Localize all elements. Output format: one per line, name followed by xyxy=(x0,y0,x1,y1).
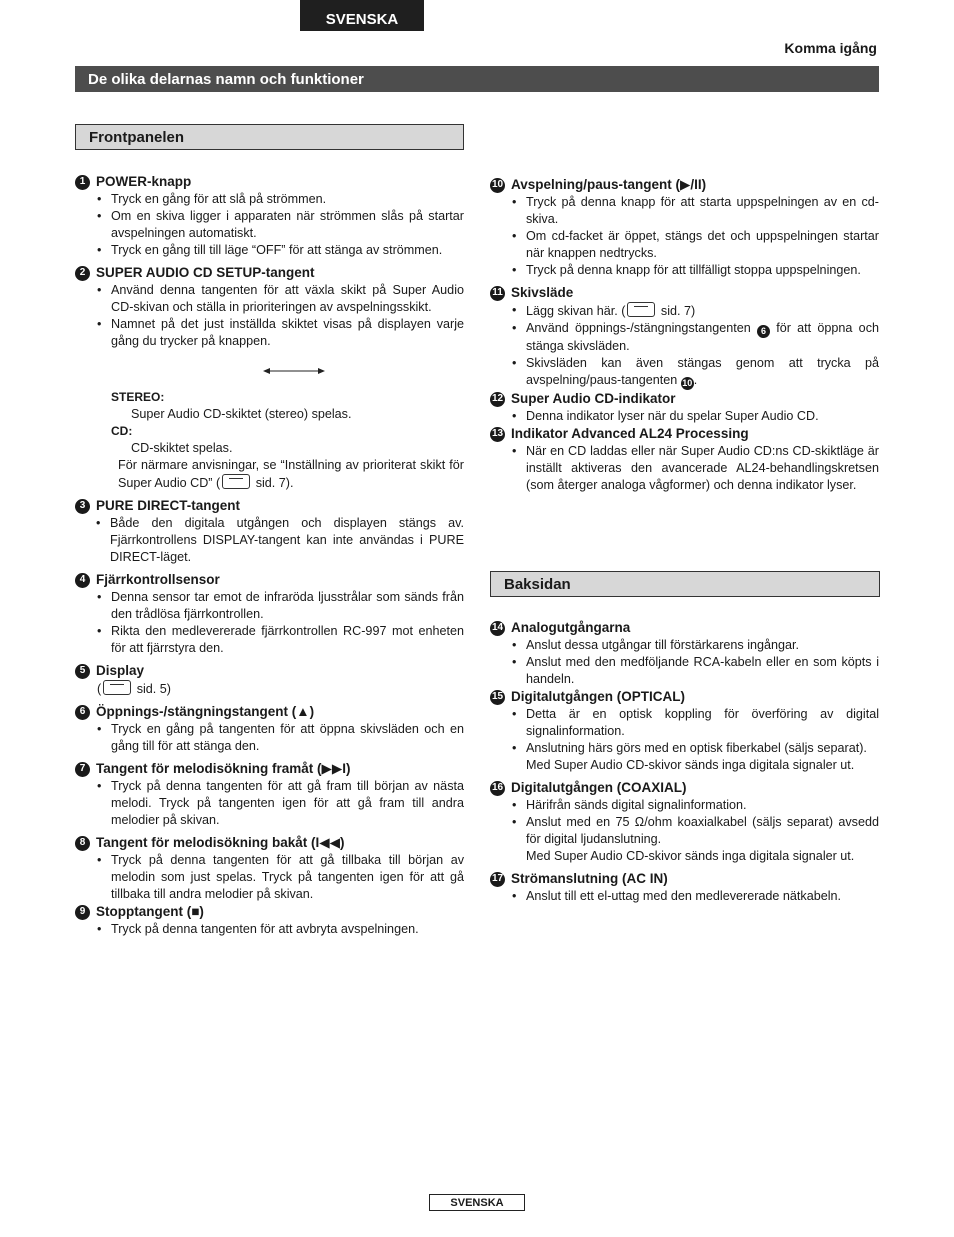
bullet: • Anslut till ett el-uttag med den medlevererade nätkabeln. xyxy=(512,888,879,905)
number-badge: 1 xyxy=(75,175,90,190)
pointing-hand-icon xyxy=(222,474,250,489)
bullet: • Tryck på denna knapp för att starta uppspelningen av en cd-skiva. xyxy=(512,194,879,228)
extra-note: Med Super Audio CD-skivor sänds inga digitala signaler ut. xyxy=(526,849,855,863)
number-badge: 17 xyxy=(490,872,505,887)
bullet: • Härifrån sänds digital signalinformation. xyxy=(512,797,879,814)
bullet: • Anslut dessa utgångar till förstärkarens ingångar. xyxy=(512,637,879,654)
item-optical-out xyxy=(490,688,879,774)
mode-name: STEREO: xyxy=(111,390,165,404)
pointing-hand-icon xyxy=(103,680,131,695)
item-display xyxy=(75,662,464,698)
bullet: • Tryck en gång till till läge “OFF” för att stänga av strömmen. xyxy=(97,242,464,259)
item-title: Strömanslutning (AC IN) xyxy=(511,871,668,886)
bullet: • Denna indikator lyser när du spelar Super Audio CD. xyxy=(512,408,879,425)
number-badge: 6 xyxy=(757,325,770,338)
item-pure-direct xyxy=(75,497,464,566)
rear-column xyxy=(490,619,879,905)
number-badge: 7 xyxy=(75,762,90,777)
item-title: Tangent för melodisökning bakåt (I◀◀) xyxy=(96,835,345,850)
bullet: • Om cd-facket är öppet, stängs det och uppspelningen startar när knappen nedtrycks. xyxy=(512,228,879,262)
number-badge: 4 xyxy=(75,573,90,588)
left-column xyxy=(75,173,464,938)
number-badge: 15 xyxy=(490,690,505,705)
note: För närmare anvisningar, se “Inställning av prioriterat skikt för Super Audio CD” ( sid. 7). xyxy=(118,458,464,490)
bullet: • Lägg skivan här. ( sid. 7) xyxy=(512,302,879,320)
bullet: • Tryck på denna tangenten för att gå fram till början av nästa melodi. Tryck på tangenten igen för att gå fram till andra melodier på skivan. xyxy=(97,778,464,829)
item-title: POWER-knapp xyxy=(96,174,192,189)
number-badge: 10 xyxy=(490,178,505,193)
item-title: Indikator Advanced AL24 Processing xyxy=(511,426,749,441)
number-badge: 5 xyxy=(75,664,90,679)
item-al24-indicator xyxy=(490,425,879,494)
item-skip-forward xyxy=(75,760,464,829)
number-badge: 11 xyxy=(490,286,505,301)
main-title-bar: De olika delarnas namn och funktioner xyxy=(75,66,879,92)
number-badge: 16 xyxy=(490,781,505,796)
item-title: PURE DIRECT-tangent xyxy=(96,498,241,513)
item-title: Stopptangent (■) xyxy=(96,904,204,919)
item-title: Tangent för melodisökning framåt (▶▶I) xyxy=(96,761,351,776)
bullet: • Denna sensor tar emot de infraröda ljusstrålar som sänds från den trådlösa fjärrkontrollen. xyxy=(97,589,464,623)
item-title: Öppnings-/stängningstangent (▲) xyxy=(96,704,315,719)
bullet: • Tryck på denna tangenten för att avbryta avspelningen. xyxy=(97,921,464,938)
item-power xyxy=(75,173,464,259)
item-title: SUPER AUDIO CD SETUP-tangent xyxy=(96,265,315,280)
rear-heading: Baksidan xyxy=(490,571,880,597)
double-arrow-icon xyxy=(263,364,464,378)
language-tab: SVENSKA xyxy=(300,0,424,31)
bullet: • Anslut med den medföljande RCA-kabeln eller en som köpts i handeln. xyxy=(512,654,879,688)
page-ref: ( sid. 5) xyxy=(97,682,171,696)
right-column xyxy=(490,176,879,494)
bullet: • Använd öppnings-/stängningstangenten 6 för att öppna och stänga skivsläden. xyxy=(512,320,879,355)
number-badge: 2 xyxy=(75,266,90,281)
bullet: • Namnet på det just inställda skiktet visas på displayen varje gång du trycker på knappen. xyxy=(97,316,464,350)
number-badge: 14 xyxy=(490,621,505,636)
number-badge: 3 xyxy=(75,499,90,514)
item-title: Display xyxy=(96,663,145,678)
item-coaxial-out xyxy=(490,779,879,865)
extra-note: Med Super Audio CD-skivor sänds inga digitala signaler ut. xyxy=(526,758,855,772)
mode-name: CD: xyxy=(111,424,133,438)
frontpanel-heading: Frontpanelen xyxy=(75,124,464,150)
mode-desc: Super Audio CD-skiktet (stereo) spelas. xyxy=(131,407,352,421)
bullet: • Anslutning härs görs med en optisk fiberkabel (säljs separat). xyxy=(512,740,879,757)
bullet: • Tryck på denna tangenten för att gå tillbaka till början av melodin som just spelas. Tryck på tangenten igen för att gå tillbaka till andra melodier på skivan. xyxy=(97,852,464,903)
bullet: • Detta är en optisk koppling för överföring av digital signalinformation. xyxy=(512,706,879,740)
item-analog-out xyxy=(490,619,879,688)
item-remote-sensor xyxy=(75,571,464,657)
bullet: • Skivsläden kan även stängas genom att trycka på avspelning/paus-tangenten 10 . xyxy=(512,355,879,390)
bullet: • Använd denna tangenten för att växla skikt på Super Audio CD-skivan och ställa in prioriteringen av avspelningsskikt. xyxy=(97,282,464,316)
bullet: • Både den digitala utgången och displayen stängs av. Fjärrkontrollens DISPLAY-tangent kan inte användas i PURE DIRECT-läget. xyxy=(96,515,464,566)
number-badge: 13 xyxy=(490,427,505,442)
bullet: • Rikta den medlevererade fjärrkontrollen RC-997 mot enheten för att fjärrstyra den. xyxy=(97,623,464,657)
item-play-pause xyxy=(490,176,879,279)
bullet: • Tryck på denna knapp för att tillfälligt stoppa uppspelningen. xyxy=(512,262,879,279)
item-title: Super Audio CD-indikator xyxy=(511,391,676,406)
item-title: Fjärrkontrollsensor xyxy=(96,572,220,587)
item-title: Skivsläde xyxy=(511,285,574,300)
section-label: Komma igång xyxy=(784,40,877,56)
number-badge: 10 xyxy=(682,378,693,388)
item-title: Avspelning/paus-tangent (▶/II) xyxy=(511,177,707,192)
item-title: Analogutgångarna xyxy=(511,620,631,635)
item-stop xyxy=(75,903,464,938)
item-skip-back xyxy=(75,834,464,903)
item-sacd-indicator xyxy=(490,390,879,425)
bullet: • När en CD laddas eller när Super Audio CD:ns CD-skiktläge är inställt aktiveras den avancerade AL24-behandlingskretsen (som återger analoga vågformer) och denna indikator lyser. xyxy=(512,443,879,494)
bullet: • Tryck en gång för att slå på strömmen. xyxy=(97,191,464,208)
number-badge: 12 xyxy=(490,392,505,407)
bullet: • Tryck en gång på tangenten för att öppna skivsläden och en gång till för att stänga den. xyxy=(97,721,464,755)
pointing-hand-icon xyxy=(627,302,655,317)
number-badge: 6 xyxy=(75,705,90,720)
item-setup xyxy=(75,264,464,492)
mode-desc: CD-skiktet spelas. xyxy=(131,441,233,455)
footer-language-label: SVENSKA xyxy=(429,1194,525,1211)
item-open-close xyxy=(75,703,464,755)
item-title: Digitalutgången (OPTICAL) xyxy=(511,689,685,704)
item-title: Digitalutgången (COAXIAL) xyxy=(511,780,687,795)
number-badge: 8 xyxy=(75,836,90,851)
number-badge: 9 xyxy=(75,905,90,920)
item-disc-tray xyxy=(490,284,879,390)
bullet: • Om en skiva ligger i apparaten när strömmen slås på startar avspelningen automatiskt. xyxy=(97,208,464,242)
item-ac-in xyxy=(490,870,879,905)
bullet: • Anslut med en 75 Ω/ohm koaxialkabel (säljs separat) avsedd för digital ljudanslutning. xyxy=(512,814,879,848)
